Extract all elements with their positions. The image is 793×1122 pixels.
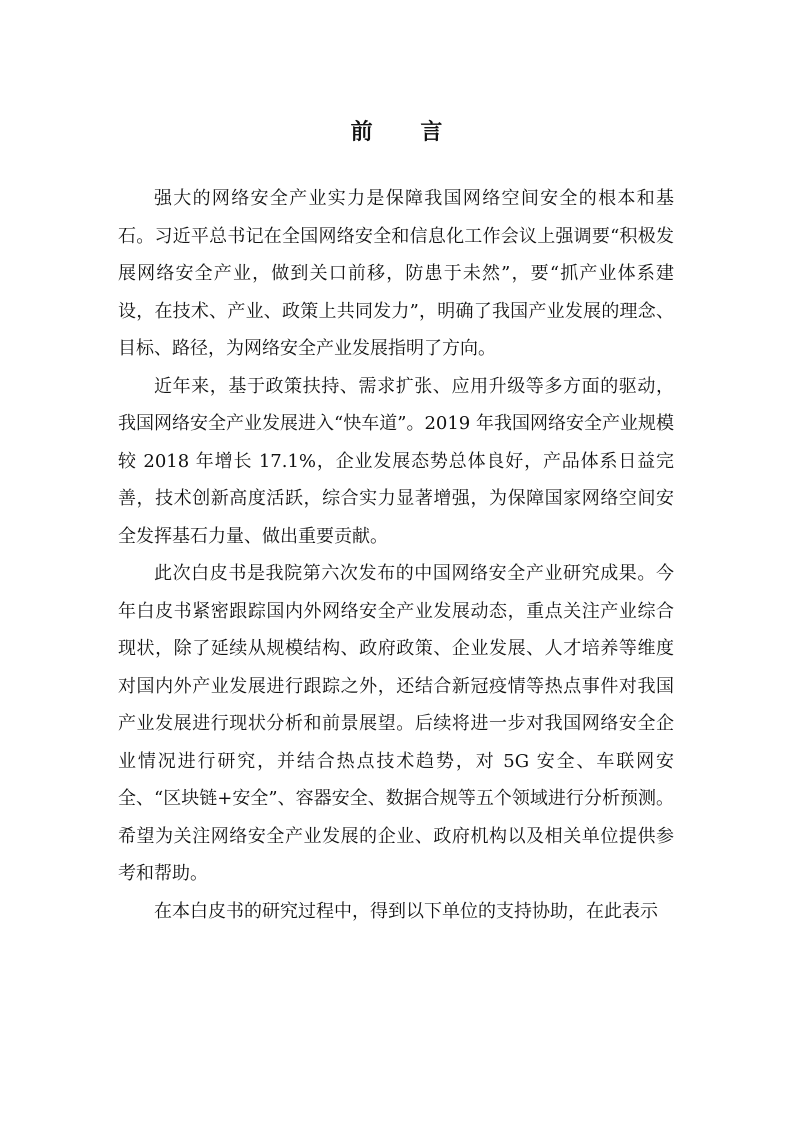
paragraph-3: 此次白皮书是我院第六次发布的中国网络安全产业研究成果。今年白皮书紧密跟踪国内外网络安全产业发展动态，重点关注产业综合现状，除了延续从规模结构、政府政策、企业发展、人才培养等维度对国内外产业发展进行跟踪之外，还结合新冠疫情等热点事件对我国产业发展进行现状分析和前景展望。后续将进一步对我国网络安全企业情况进行研究，并结合热点技术趋势，对 5G 安全、车联网安全、“区块链+安全”、容器安全、数据合规等五个领域进行分析预测。希望为关注网络安全产业发展的企业、政府机构以及相关单位提供参考和帮助。: [118, 563, 674, 884]
page-title: 前 言: [350, 118, 463, 145]
paragraph-2: 近年来，基于政策扶持、需求扩张、应用升级等多方面的驱动，我国网络安全产业发展进入“快车道”。2019 年我国网络安全产业规模较 2018 年增长 17.1%，企业发展态势总体良好，产品体系日益完善，技术创新高度活跃，综合实力显著增强，为保障国家网络空间安全发挥基石力量、做出重要贡献。: [118, 375, 674, 547]
paragraph-1: 强大的网络安全产业实力是保障我国网络空间安全的根本和基石。习近平总书记在全国网络安全和信息化工作会议上强调要“积极发展网络安全产业，做到关口前移，防患于未然”，要“抓产业体系建设，在技术、产业、政策上共同发力”，明确了我国产业发展的理念、目标、路径，为网络安全产业发展指明了方向。: [118, 188, 674, 359]
paragraph-4: 在本白皮书的研究过程中，得到以下单位的支持协助，在此表示: [154, 900, 658, 922]
body-text: [118, 180, 674, 930]
